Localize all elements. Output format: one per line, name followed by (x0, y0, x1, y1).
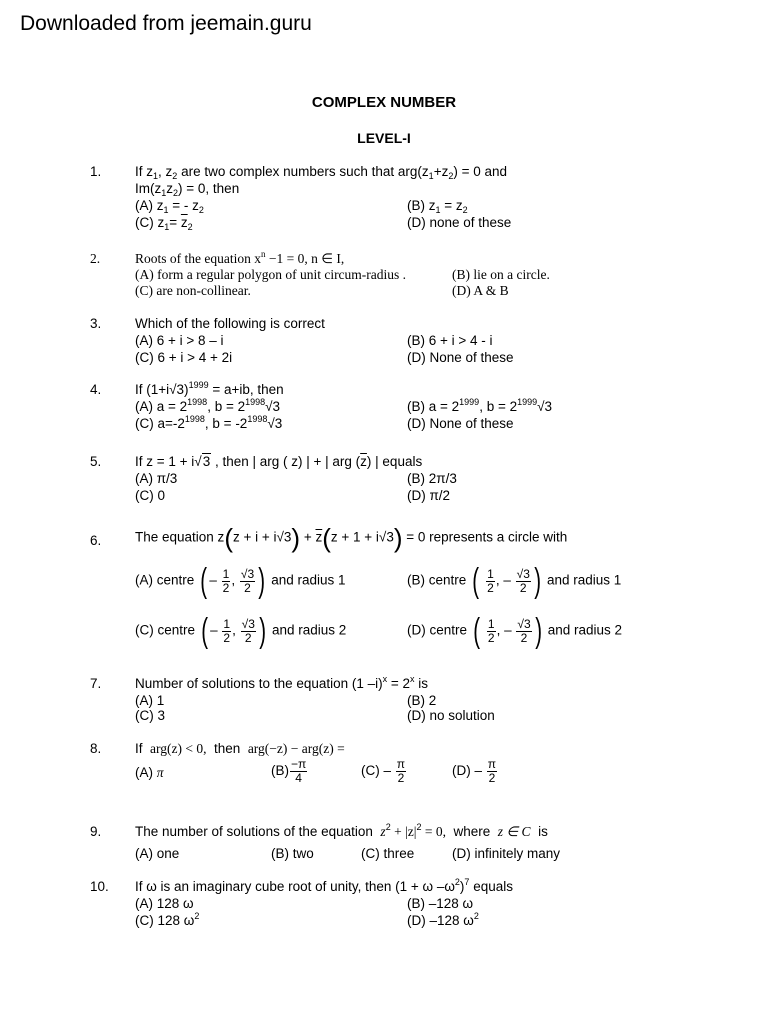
option-a: (A) π (135, 765, 164, 780)
question-number: 9. (90, 824, 102, 839)
question-body (135, 823, 750, 862)
question-text: If $z_1$, $z_2$ are two complex numbers such that $arg(z_1+z_2) = 0$ and (135, 164, 508, 181)
option-a: (A) 1 (135, 693, 165, 708)
option-d: (D) – $\frac{\pi}{2}$ (452, 757, 497, 785)
option-b: (B) –128 ω (407, 896, 474, 911)
option-b: (B) two (271, 846, 314, 861)
option-b: (B) 6 + i > 4 - i (407, 333, 493, 348)
question-number: 4. (90, 382, 102, 397)
question-number: 8. (90, 741, 102, 756)
option-d: (D) None of these (407, 416, 514, 431)
option-b: (B) 2π/3 (407, 471, 457, 486)
option-a: (A) one (135, 846, 180, 861)
option-c: (C) 128 $\omega^2$ (135, 911, 200, 928)
option-d: (D) centre ( $\frac{1}{2}$ , – $\frac{√3}{2}$ ) and radius 2 (407, 612, 623, 650)
option-c: (C) $a=-2^{1998}$, $b = -2^{1998}√3$ (135, 414, 283, 431)
question-body (135, 251, 750, 299)
option-c: (C) are non-collinear. (135, 283, 251, 298)
option-a: (A) 6 + i > 8 – i (135, 333, 224, 348)
question-number: 1. (90, 164, 102, 179)
option-d: (D) None of these (407, 350, 514, 365)
question-text: The equation $z(z + i + i√3) + \overline{z}(z + 1 + i√3) = 0$ represents a circle with (135, 523, 568, 553)
question-body (135, 675, 750, 724)
question-text: Which of the following is correct (135, 316, 325, 331)
option-a: (A) π/3 (135, 471, 178, 486)
option-d: (D) infinitely many (452, 846, 561, 861)
option-a: (A) $a = 2^{1998}$, $b = 2^{1998}√3$ (135, 397, 281, 414)
option-d: (D) π/2 (407, 488, 451, 503)
question-text: $Im(z_1z_2) = 0$, then (135, 181, 240, 198)
question-body (135, 878, 750, 929)
option-a: (A) 128 ω (135, 896, 194, 911)
option-c: (C) three (361, 846, 415, 861)
option-c: (C) centre ( – $\frac{1}{2}$ , $\frac{√3}{2}$ ) and radius 2 (135, 612, 347, 650)
option-c: (C) 0 (135, 488, 165, 503)
option-d: (D) none of these (407, 215, 512, 230)
question-text: If ω is an imaginary cube root of unity, then (1 + ω $-\omega^2)^7$ equals (135, 877, 513, 894)
option-b: (B) $\frac{-\pi}{4}$ (271, 757, 307, 785)
option-a: (A) centre ( – $\frac{1}{2}$ , $\frac{√3}{2}$ ) and radius 1 (135, 562, 346, 600)
option-a: (A) form a regular polygon of unit circum-radius . (135, 267, 407, 282)
question-number: 5. (90, 454, 102, 469)
option-b: (B) centre ( $\frac{1}{2}$ , – $\frac{√3}{2}$ ) and radius 1 (407, 562, 622, 600)
option-b: (B) $z_1 = z_2$ (407, 198, 468, 215)
question-text: Number of solutions to the equation (1 $-i)^x = 2^x$ is (135, 674, 429, 691)
question-number: 7. (90, 676, 102, 691)
option-d: (D) A & B (452, 283, 509, 298)
question-text: Roots of the equation $x^n -1 = 0$, n ∈ I, (135, 249, 345, 266)
question-body (135, 163, 750, 231)
source-header: Downloaded from jeemain.guru (20, 12, 312, 35)
question-number: 10. (90, 879, 109, 894)
question-body (135, 740, 750, 785)
option-b: (B) lie on a circle. (452, 267, 550, 282)
question-body (135, 381, 750, 432)
question-body (135, 453, 750, 504)
level-heading: LEVEL-I (357, 130, 411, 146)
question-text: The number of solutions of the equation $z^2 + |z|^2 = 0$, where z ∈ C is (135, 822, 548, 839)
question-text: If $(1+i√3)^{1999} = a+ib$, then (135, 380, 284, 397)
option-c: (C) – $\frac{\pi}{2}$ (361, 757, 406, 785)
option-b: (B) 2 (407, 693, 437, 708)
question-number: 3. (90, 316, 102, 331)
page-title: COMPLEX NUMBER (311, 94, 457, 111)
question-number: 2. (90, 251, 101, 266)
option-c: (C) 6 + i > 4 + 2i (135, 350, 233, 365)
option-d: (D) no solution (407, 708, 495, 723)
option-a: (A) $z_1$ = - $z_2$ (135, 198, 204, 215)
question-text: If arg(z) < 0, then arg(−z) − arg(z) = (135, 741, 345, 756)
option-d: (D) –128 $\omega^2$ (407, 911, 479, 928)
question-number: 6. (90, 533, 102, 548)
option-b: (B) $a = 2^{1999}$, $b = 2^{1999}√3$ (407, 397, 553, 414)
question-text: If z = 1 + i√3 , then | arg ( z) | + | arg $(\overline{z})$ | equals (135, 454, 423, 469)
option-c: (C) $z_1= \overline{z}_2$ (135, 215, 193, 232)
option-c: (C) 3 (135, 708, 165, 723)
question-body (135, 315, 750, 366)
